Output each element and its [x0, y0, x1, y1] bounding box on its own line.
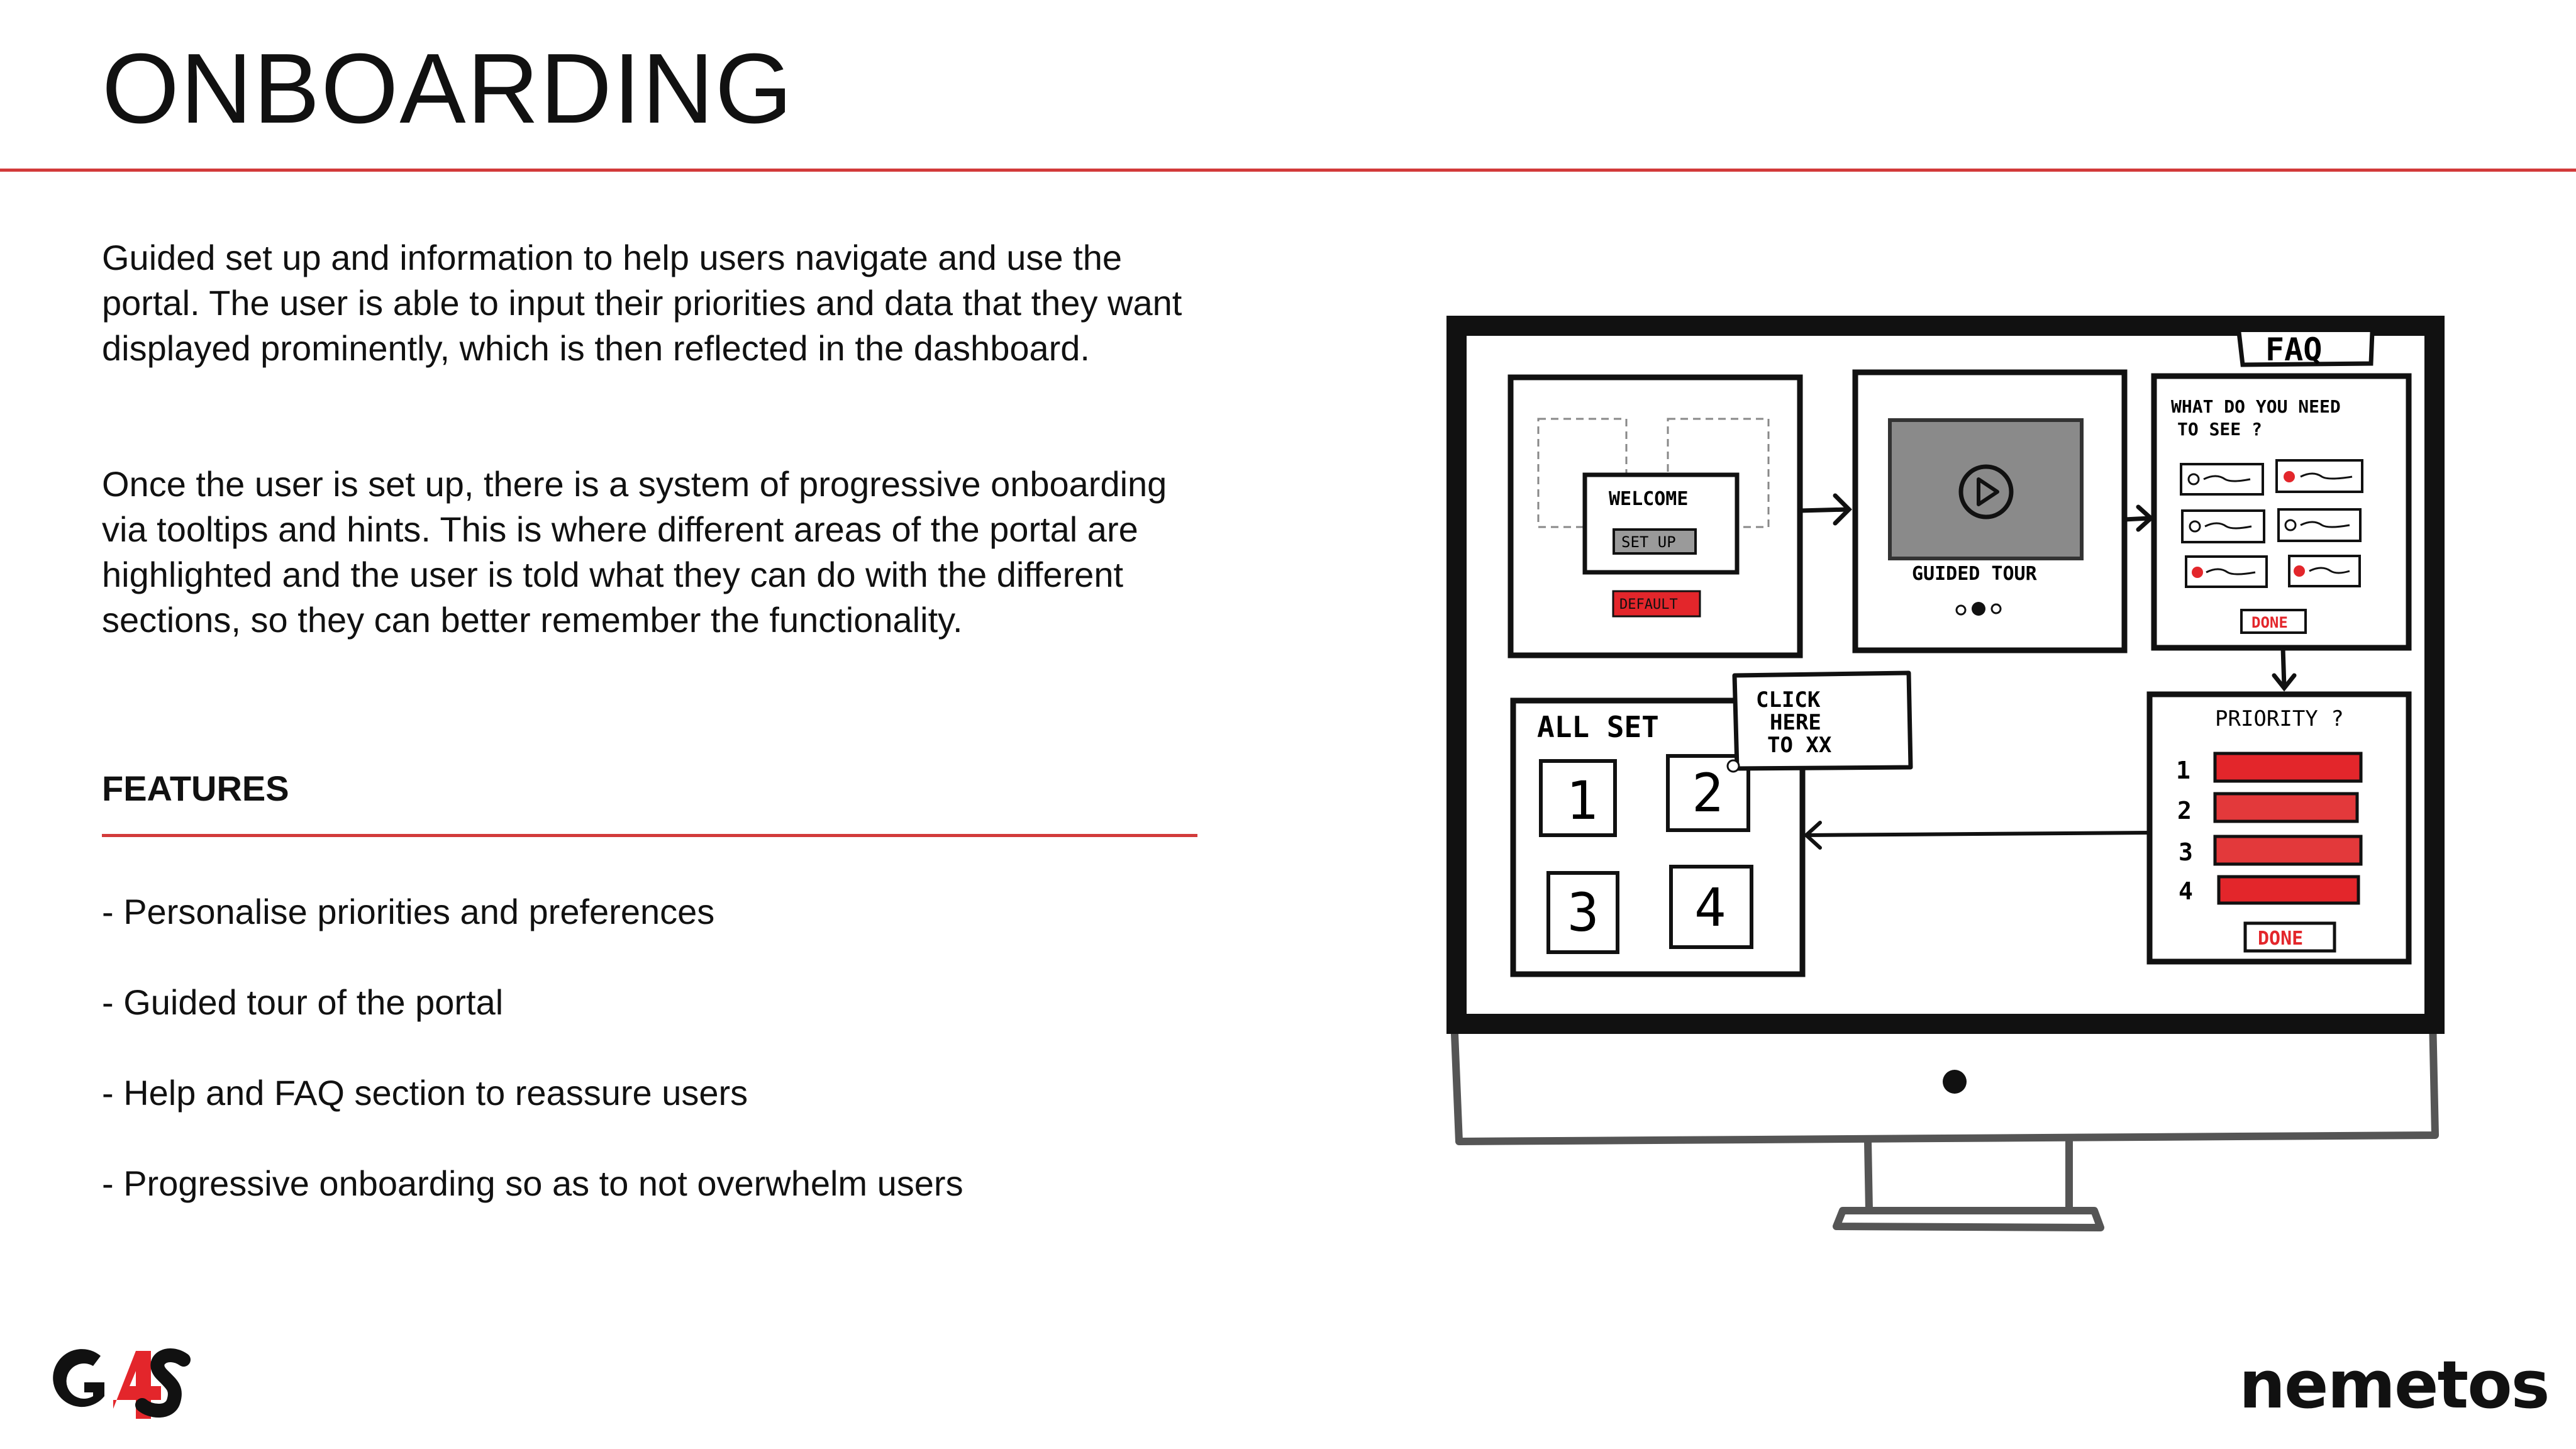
features-divider — [102, 834, 1197, 837]
features-heading: FEATURES — [102, 769, 289, 808]
nemetos-logo: nemetos — [2239, 1346, 2549, 1423]
faq-label: FAQ — [2265, 331, 2323, 368]
priority-panel — [2150, 694, 2409, 962]
monitor-sketch-illustration — [1440, 296, 2446, 1252]
monitor-body — [1454, 1019, 2435, 1228]
preferences-done-label: DONE — [2251, 614, 2288, 631]
intro-paragraph-2: Once the user is set up, there is a system of progressive onboarding via tooltips and hints. This is where different areas of the portal are highlighted and the user is told what they can do with the different sections, so they can better remember the functionality. — [102, 464, 1167, 640]
priority-done-label: DONE — [2258, 928, 2304, 950]
all-set-label: ALL SET — [1537, 710, 1659, 744]
feature-item: - Guided tour of the portal — [102, 982, 504, 1022]
guided-tour-label: GUIDED TOUR — [1912, 563, 2037, 585]
welcome-label: WELCOME — [1609, 488, 1689, 510]
header-divider — [0, 169, 2576, 172]
preferences-question-line2: TO SEE ? — [2177, 419, 2262, 440]
feature-item: - Personalise priorities and preferences — [102, 892, 715, 931]
tooltip-line: CLICK — [1756, 687, 1821, 713]
preferences-panel — [2154, 376, 2409, 648]
faq-tab — [2239, 331, 2372, 368]
tile-number: 4 — [1694, 877, 1726, 938]
features-list — [102, 889, 963, 1252]
priority-number: 3 — [2179, 838, 2193, 866]
tooltip-line: HERE — [1770, 710, 1821, 735]
g4s-logo — [48, 1338, 192, 1426]
setup-label: SET UP — [1621, 533, 1676, 551]
priority-label: PRIORITY ? — [2215, 706, 2344, 731]
page-title: ONBOARDING — [102, 33, 794, 144]
tooltip-line: TO XX — [1767, 733, 1832, 758]
priority-number: 1 — [2176, 757, 2190, 784]
priority-number: 4 — [2179, 877, 2193, 905]
priority-number: 2 — [2177, 797, 2192, 824]
tooltip-bubble — [1728, 673, 1911, 772]
tile-number: 1 — [1566, 770, 1598, 831]
default-label: DEFAULT — [1619, 597, 1678, 613]
tile-number: 3 — [1567, 882, 1599, 943]
feature-item: - Progressive onboarding so as to not overwhelm users — [102, 1163, 963, 1203]
intro-paragraph-1: Guided set up and information to help users navigate and use the portal. The user is able to input their priorities and data that they want displayed prominently, which is then reflected in the dashboard. — [102, 238, 1182, 368]
tile-number: 2 — [1692, 762, 1724, 824]
feature-item: - Help and FAQ section to reassure users — [102, 1073, 748, 1113]
preferences-question-line1: WHAT DO YOU NEED — [2171, 396, 2341, 417]
welcome-panel — [1511, 377, 1800, 655]
monitor-power-dot — [1943, 1070, 1967, 1094]
guided-tour-panel — [1855, 372, 2124, 650]
